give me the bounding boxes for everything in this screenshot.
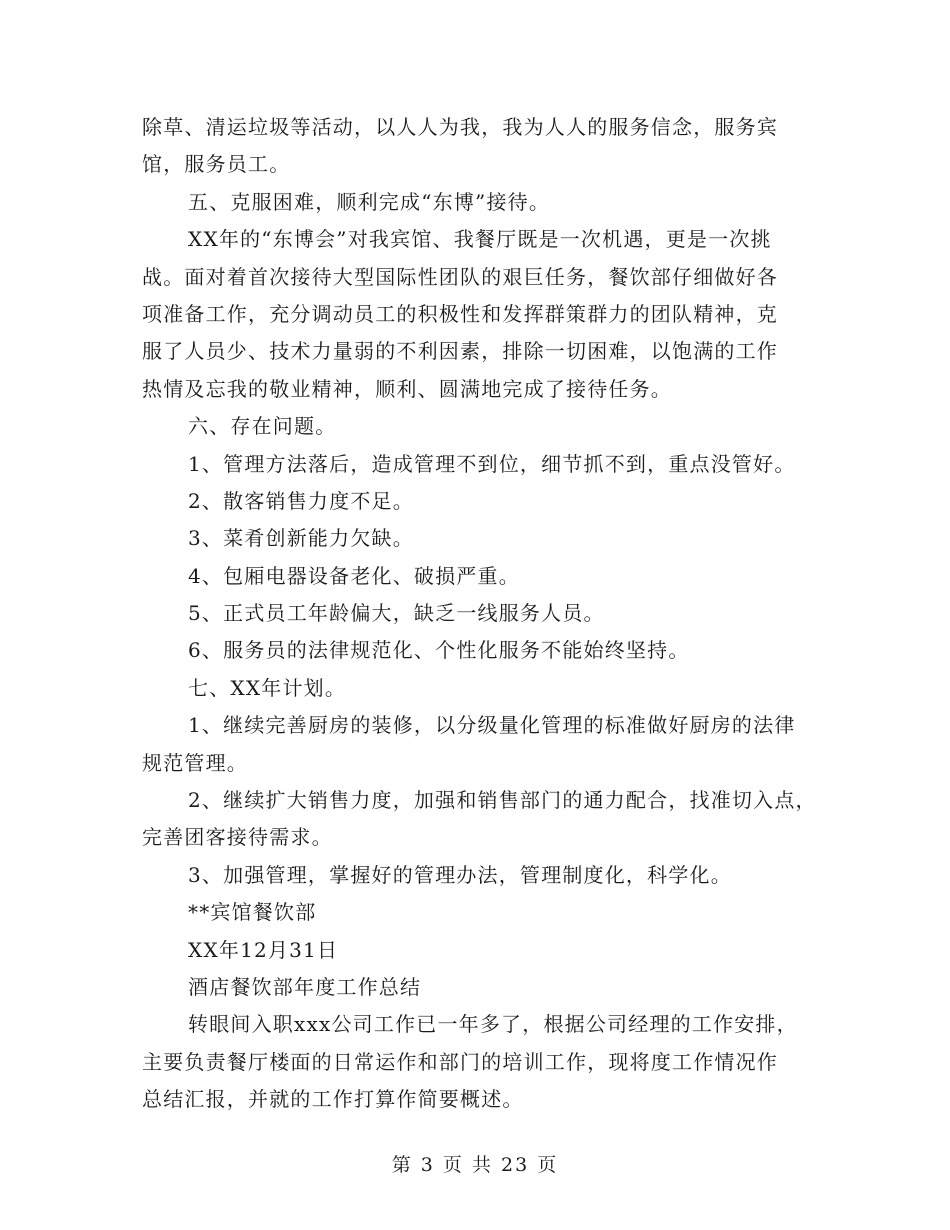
text-line: 五、克服困难，顺利完成“东博”接待。 <box>188 189 551 214</box>
text-line: 规范管理。 <box>142 750 248 775</box>
text-line: 4、包厢电器设备老化、破损严重。 <box>188 563 520 588</box>
text-line: 除草、清运垃圾等活动，以人人为我，我为人人的服务信念，服务宾 <box>142 115 778 139</box>
page-footer: 第 3 页 共 23 页 <box>391 1154 559 1176</box>
text-line: 七、XX年计划。 <box>188 675 347 700</box>
text-line: 5、正式员工年龄偏大，缺乏一线服务人员。 <box>188 601 605 626</box>
text-line: 六、存在问题。 <box>188 414 337 439</box>
text-line: 酒店餐饮部年度工作总结 <box>188 974 422 999</box>
text-line: 完善团客接待需求。 <box>142 825 333 850</box>
text-line: **宾馆餐饮部 <box>188 900 317 925</box>
text-line: 项准备工作，充分调动员工的积极性和发挥群策群力的团队精神，克 <box>142 301 778 326</box>
text-line: 主要负责餐厅楼面的日常运作和部门的培训工作，现将度工作情况作 <box>142 1049 778 1074</box>
text-line: 6、服务员的法律规范化、个性化服务不能始终坚持。 <box>188 638 690 663</box>
text-line: 2、继续扩大销售力度，加强和销售部门的通力配合，找准切入点， <box>188 788 817 813</box>
text-line: 总结汇报，并就的工作打算作简要概述。 <box>142 1087 524 1112</box>
text-line: 热情及忘我的敬业精神，顺利、圆满地完成了接待任务。 <box>142 376 672 401</box>
text-line: 2、散客销售力度不足。 <box>188 488 414 513</box>
text-line: 1、管理方法落后，造成管理不到位，细节抓不到，重点没管好。 <box>188 451 796 476</box>
text-line: XX年12月31日 <box>188 937 339 962</box>
text-line: 1、继续完善厨房的装修，以分级量化管理的标准做好厨房的法律 <box>188 713 796 738</box>
text-line: 3、菜肴创新能力欠缺。 <box>188 526 414 551</box>
text-line: XX年的“东博会”对我宾馆、我餐厅既是一次机遇，更是一次挑 <box>188 227 772 252</box>
text-line: 战。面对着首次接待大型国际性团队的艰巨任务，餐饮部仔细做好各 <box>142 264 778 289</box>
text-line: 馆，服务员工。 <box>142 152 291 177</box>
text-line: 转眼间入职xxx公司工作已一年多了，根据公司经理的工作安排， <box>188 1012 798 1037</box>
text-line: 3、加强管理，掌握好的管理办法，管理制度化，科学化。 <box>188 862 732 887</box>
document-body <box>142 109 822 1119</box>
text-line: 服了人员少、技术力量弱的不利因素，排除一切困难，以饱满的工作 <box>142 339 778 364</box>
